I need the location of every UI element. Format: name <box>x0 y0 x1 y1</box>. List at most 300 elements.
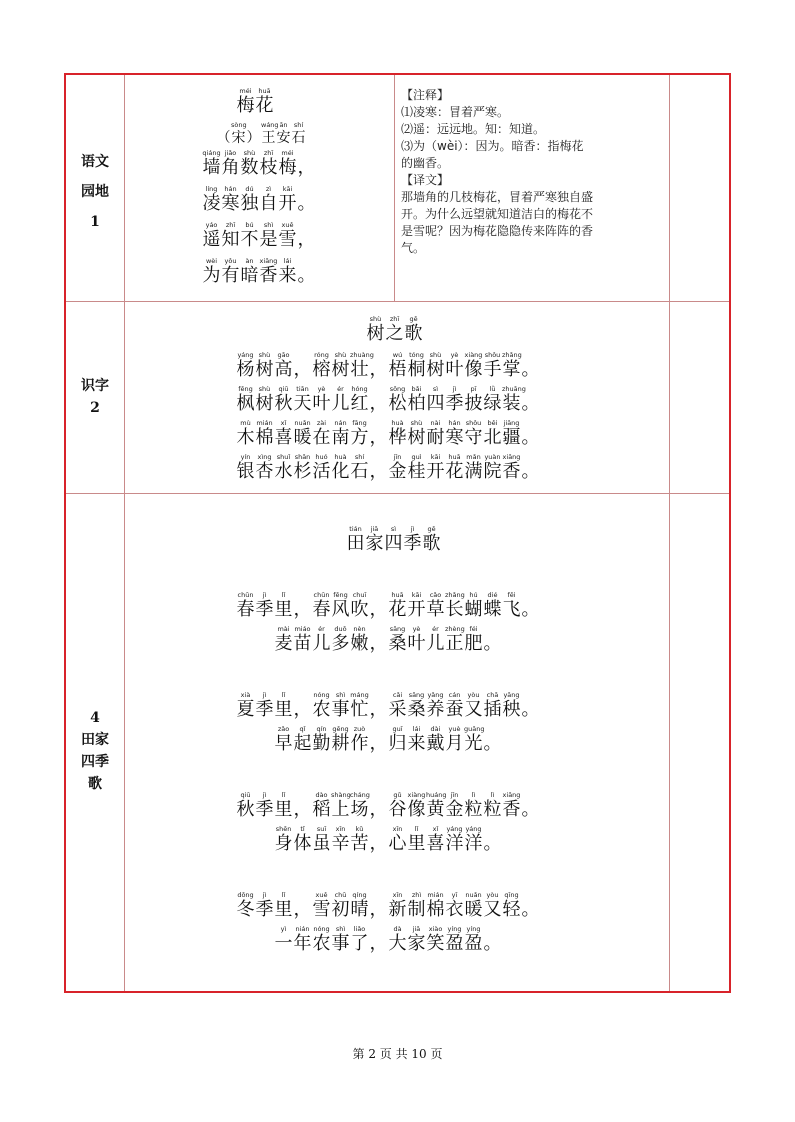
hanzi: 蚕 <box>445 699 464 720</box>
ruby-char <box>445 351 464 380</box>
pinyin: lǐ <box>281 891 286 899</box>
hanzi: 辛 <box>331 833 350 854</box>
hanzi: 柏 <box>407 393 426 414</box>
ruby-char <box>407 591 426 620</box>
pinyin: yíng <box>466 925 481 933</box>
ruby-char <box>293 891 312 920</box>
label-line: 歌 <box>88 776 102 792</box>
poem-author <box>216 121 306 147</box>
hanzi: 化 <box>331 461 350 482</box>
ruby-char <box>312 825 331 854</box>
ruby-char <box>221 185 240 214</box>
ruby-char <box>221 221 240 250</box>
pinyin: fēng <box>333 591 348 599</box>
hanzi: 多 <box>331 633 350 654</box>
hanzi: 棉 <box>255 427 274 448</box>
ruby-char <box>312 791 331 820</box>
ruby-char <box>502 385 526 414</box>
pinyin: yáng <box>446 825 463 833</box>
pinyin: xīn <box>392 891 403 899</box>
pinyin: huó <box>315 453 328 461</box>
hanzi: ， <box>297 229 316 250</box>
pinyin: yāng <box>503 691 520 699</box>
ruby-char <box>236 453 255 482</box>
hanzi: ， <box>369 799 388 820</box>
ruby-char <box>403 525 422 554</box>
ruby-char <box>331 591 350 620</box>
row-label-tianjia-siji-ge <box>66 707 124 795</box>
hanzi: ， <box>369 393 388 414</box>
pinyin: jì <box>410 525 415 533</box>
hanzi: 心 <box>388 833 407 854</box>
hanzi: 。 <box>297 193 316 214</box>
ruby-char <box>483 625 502 654</box>
hanzi: 。 <box>521 393 540 414</box>
pinyin: chūn <box>237 591 254 599</box>
hanzi: 了 <box>350 933 369 954</box>
ruby-char <box>369 891 388 920</box>
row-divider <box>66 493 729 494</box>
ruby-char <box>445 925 464 954</box>
pinyin <box>483 725 502 733</box>
hanzi: 里 <box>274 899 293 920</box>
ruby-char <box>350 791 369 820</box>
ruby-char <box>274 385 293 414</box>
hanzi: 王 <box>261 130 276 146</box>
hanzi: 花 <box>445 461 464 482</box>
ruby-char <box>293 791 312 820</box>
ruby-char <box>350 385 369 414</box>
hanzi: 场 <box>350 799 369 820</box>
hanzi: 事 <box>331 933 350 954</box>
hanzi: 歌 <box>404 323 423 344</box>
poem-line <box>274 625 502 654</box>
pinyin: xuě <box>281 221 294 229</box>
ruby-char <box>483 453 502 482</box>
ruby-char <box>350 453 369 482</box>
ruby-char <box>445 791 464 820</box>
pinyin: zhī <box>225 221 236 229</box>
pinyin <box>369 891 388 899</box>
poem-line <box>236 591 540 620</box>
hanzi: 。 <box>521 359 540 380</box>
ruby-char <box>350 351 374 380</box>
hanzi: 儿 <box>426 633 445 654</box>
ruby-char <box>236 87 255 116</box>
ruby-char <box>426 453 445 482</box>
hanzi: 角 <box>221 157 240 178</box>
hanzi: 花 <box>255 95 274 116</box>
hanzi: 枝 <box>259 157 278 178</box>
ruby-char <box>407 385 426 414</box>
pinyin <box>369 453 388 461</box>
hanzi: 养 <box>426 699 445 720</box>
ruby-char <box>236 591 255 620</box>
hanzi: 树 <box>407 427 426 448</box>
pinyin: jīn <box>450 791 459 799</box>
ruby-char <box>255 419 274 448</box>
pinyin: cháng <box>350 791 370 799</box>
pinyin: shù <box>258 351 271 359</box>
pinyin: shù <box>243 149 256 157</box>
pinyin: shù <box>258 385 271 393</box>
pinyin: gāo <box>277 351 290 359</box>
hanzi: 手 <box>483 359 502 380</box>
hanzi: 梅 <box>236 95 255 116</box>
ruby-char <box>350 591 369 620</box>
label-line: 1 <box>90 214 100 230</box>
hanzi: 喜 <box>274 427 293 448</box>
ruby-char <box>278 221 297 250</box>
hanzi: 树 <box>331 359 350 380</box>
ruby-char <box>464 385 483 414</box>
ruby-char <box>464 691 483 720</box>
hanzi: 季 <box>255 599 274 620</box>
pinyin: jì <box>262 891 267 899</box>
pinyin: chūn <box>313 591 330 599</box>
poem-line <box>236 453 540 482</box>
hanzi: 农 <box>312 933 331 954</box>
hanzi: 体 <box>293 833 312 854</box>
hanzi: 冬 <box>236 899 255 920</box>
ruby-char <box>445 419 464 448</box>
pinyin: zhī <box>263 149 274 157</box>
ruby-char <box>346 525 365 554</box>
ruby-char <box>483 351 502 380</box>
ruby-char <box>331 453 350 482</box>
pinyin <box>293 891 312 899</box>
pinyin: shì <box>335 691 346 699</box>
pinyin: lái <box>412 725 421 733</box>
hanzi: 蝶 <box>483 599 502 620</box>
column-divider <box>124 75 125 991</box>
hanzi: 守 <box>464 427 483 448</box>
pinyin: yín <box>240 453 251 461</box>
hanzi: ， <box>369 599 388 620</box>
pinyin: mǎn <box>466 453 481 461</box>
hanzi: 耐 <box>426 427 445 448</box>
pinyin: lǜ <box>489 385 496 393</box>
pinyin: běi <box>487 419 498 427</box>
ruby-char <box>350 891 369 920</box>
pinyin: yòu <box>467 691 480 699</box>
ruby-char <box>407 625 426 654</box>
note-line: 那墙角的几枝梅花，冒着严寒独自盛 <box>401 190 594 204</box>
pinyin: dú <box>245 185 254 193</box>
pinyin: xiāng <box>502 791 521 799</box>
hanzi: 苗 <box>293 633 312 654</box>
ruby-char <box>388 591 407 620</box>
ruby-char <box>255 87 274 116</box>
hanzi: 歌 <box>422 533 441 554</box>
ruby-char <box>312 385 331 414</box>
pinyin: yǒu <box>224 257 237 265</box>
pinyin: ér <box>318 625 325 633</box>
ruby-char <box>426 351 445 380</box>
ruby-char <box>331 385 350 414</box>
pinyin <box>293 691 312 699</box>
ruby-char <box>445 453 464 482</box>
ruby-char <box>259 149 278 178</box>
hanzi: 。 <box>521 427 540 448</box>
pinyin: àn <box>245 257 254 265</box>
ruby-char <box>236 891 255 920</box>
pinyin <box>369 625 388 633</box>
hanzi: 儿 <box>312 633 331 654</box>
pinyin: fāng <box>352 419 367 427</box>
ruby-char <box>221 257 240 286</box>
ruby-char <box>312 891 331 920</box>
pinyin: shān <box>294 453 311 461</box>
ruby-char <box>426 891 445 920</box>
ruby-char <box>426 419 445 448</box>
hanzi: 开 <box>278 193 297 214</box>
pinyin: xǐ <box>432 825 439 833</box>
pinyin <box>297 257 316 265</box>
ruby-char <box>385 315 404 344</box>
pinyin: wèi <box>205 257 218 265</box>
pinyin: yáng <box>465 825 482 833</box>
pinyin: yè <box>317 385 326 393</box>
ruby-char <box>483 385 502 414</box>
ruby-char <box>502 453 521 482</box>
ruby-char <box>274 351 293 380</box>
hanzi: 开 <box>426 461 445 482</box>
ruby-char <box>246 121 261 147</box>
hanzi: 杨 <box>236 359 255 380</box>
pinyin: shǒu <box>465 419 482 427</box>
ruby-char <box>331 791 350 820</box>
ruby-char <box>426 625 445 654</box>
hanzi: ， <box>369 427 388 448</box>
ruby-char <box>259 221 278 250</box>
hanzi: 杉 <box>293 461 312 482</box>
pinyin: tǐ <box>300 825 305 833</box>
hanzi: 轻 <box>502 899 521 920</box>
ruby-char <box>388 791 407 820</box>
ruby-char <box>388 691 407 720</box>
hanzi: 石 <box>291 130 306 146</box>
hanzi: 雪 <box>278 229 297 250</box>
hanzi: 季 <box>255 699 274 720</box>
row-label-shizi <box>66 375 124 419</box>
ruby-char <box>369 419 388 448</box>
ruby-char <box>369 825 388 854</box>
hanzi: 凌 <box>202 193 221 214</box>
hanzi: 笑 <box>426 933 445 954</box>
hanzi: 花 <box>388 599 407 620</box>
ruby-char <box>426 591 445 620</box>
ruby-char <box>464 591 483 620</box>
pinyin: lái <box>283 257 292 265</box>
pinyin: shù <box>334 351 347 359</box>
ruby-char <box>388 725 407 754</box>
hanzi: 插 <box>483 699 502 720</box>
ruby-char <box>274 453 293 482</box>
row-label-yuwen-yuandi <box>66 151 124 233</box>
ruby-char <box>312 419 331 448</box>
ruby-char <box>388 825 407 854</box>
hanzi: 像 <box>464 359 483 380</box>
pinyin: yǎng <box>427 691 444 699</box>
hanzi: 虽 <box>312 833 331 854</box>
poem-title <box>346 525 441 554</box>
ruby-char <box>445 625 464 654</box>
hanzi: 。 <box>521 599 540 620</box>
pinyin <box>297 185 316 193</box>
poem-line <box>202 257 316 286</box>
ruby-char <box>293 351 312 380</box>
ruby-char <box>483 925 502 954</box>
hanzi: 衣 <box>445 899 464 920</box>
ruby-char <box>312 453 331 482</box>
hanzi: 洋 <box>445 833 464 854</box>
hanzi: 盈 <box>464 933 483 954</box>
ruby-char <box>407 891 426 920</box>
ruby-char <box>521 791 540 820</box>
pinyin: dà <box>393 925 402 933</box>
hanzi: ， <box>369 359 388 380</box>
hanzi: 寒 <box>221 193 240 214</box>
pinyin: suī <box>316 825 327 833</box>
hanzi: 季 <box>255 899 274 920</box>
hanzi: 苦 <box>350 833 369 854</box>
pinyin: qīng <box>504 891 519 899</box>
hanzi: 是 <box>259 229 278 250</box>
pinyin: yī <box>451 891 458 899</box>
ruby-char <box>259 257 278 286</box>
hanzi: 制 <box>407 899 426 920</box>
pinyin: duō <box>334 625 347 633</box>
pinyin: ān <box>279 121 288 129</box>
hanzi: 寒 <box>445 427 464 448</box>
hanzi: 。 <box>297 265 316 286</box>
hanzi: 新 <box>388 899 407 920</box>
pinyin: mù <box>240 419 251 427</box>
poem-title <box>366 315 423 344</box>
hanzi: 风 <box>331 599 350 620</box>
ruby-char <box>278 185 297 214</box>
ruby-char <box>331 625 350 654</box>
pinyin: jiǎo <box>224 149 237 157</box>
hanzi: 黄 <box>426 799 445 820</box>
ruby-char <box>291 121 306 147</box>
hanzi: 盈 <box>445 933 464 954</box>
hanzi: 长 <box>445 599 464 620</box>
pinyin: bǎi <box>411 385 422 393</box>
ruby-char <box>331 825 350 854</box>
ruby-char <box>261 121 279 147</box>
pinyin: liǎo <box>353 925 366 933</box>
hanzi: 自 <box>259 193 278 214</box>
pinyin: shù <box>369 315 382 323</box>
hanzi: 里 <box>274 599 293 620</box>
pinyin: fēng <box>238 385 253 393</box>
ruby-char <box>331 419 350 448</box>
hanzi: 梅 <box>278 157 297 178</box>
pinyin: hán <box>448 419 461 427</box>
poem-line <box>202 185 316 214</box>
note-line: ⑶为（wèi）：因为。暗香：指梅花 <box>401 139 584 153</box>
pinyin: chū <box>334 891 347 899</box>
ruby-char <box>293 725 312 754</box>
hanzi: ， <box>297 157 316 178</box>
pinyin <box>369 725 388 733</box>
hanzi: 来 <box>278 265 297 286</box>
hanzi: 起 <box>293 733 312 754</box>
pinyin: bú <box>245 221 254 229</box>
pinyin: yuè <box>448 725 461 733</box>
pinyin <box>369 925 388 933</box>
pinyin: kǔ <box>355 825 364 833</box>
ruby-char <box>388 925 407 954</box>
hanzi: 树 <box>366 323 385 344</box>
pinyin: kāi <box>411 591 422 599</box>
ruby-char <box>240 185 259 214</box>
ruby-char <box>293 453 312 482</box>
pinyin: mián <box>427 891 444 899</box>
hanzi: 宋 <box>231 130 246 146</box>
pinyin: méi <box>281 149 294 157</box>
ruby-char <box>255 791 274 820</box>
ruby-char <box>521 891 540 920</box>
poem-line <box>274 925 502 954</box>
ruby-char <box>293 419 312 448</box>
hanzi: 北 <box>483 427 502 448</box>
pinyin: sōng <box>389 385 406 393</box>
hanzi: ， <box>369 699 388 720</box>
pinyin: huā <box>448 453 461 461</box>
row-divider <box>66 301 729 302</box>
pinyin: nóng <box>313 925 330 933</box>
hanzi: 暖 <box>293 427 312 448</box>
ruby-char <box>483 691 502 720</box>
pinyin: nóng <box>313 691 330 699</box>
pinyin: tián <box>349 525 362 533</box>
hanzi: 里 <box>274 799 293 820</box>
pinyin: méi <box>239 87 252 95</box>
hanzi: 勤 <box>312 733 331 754</box>
ruby-char <box>297 257 316 286</box>
ruby-char <box>312 351 331 380</box>
hanzi: 四 <box>384 533 403 554</box>
ruby-char <box>274 725 293 754</box>
ruby-char <box>426 791 445 820</box>
pinyin: nài <box>430 419 441 427</box>
pinyin: mián <box>256 419 273 427</box>
hanzi: 不 <box>240 229 259 250</box>
pinyin <box>521 691 540 699</box>
pinyin: gēng <box>332 725 349 733</box>
hanzi: 初 <box>331 899 350 920</box>
pinyin: jīn <box>393 453 402 461</box>
ruby-char <box>255 891 274 920</box>
ruby-char <box>350 825 369 854</box>
ruby-char <box>483 725 502 754</box>
ruby-char <box>483 791 502 820</box>
pinyin <box>369 419 388 427</box>
label-line: 4 <box>90 710 100 726</box>
pinyin <box>216 121 231 129</box>
ruby-char <box>502 691 521 720</box>
pinyin: guī <box>392 725 403 733</box>
pinyin: zhī <box>389 315 400 323</box>
hanzi: 棉 <box>426 899 445 920</box>
ruby-char <box>407 351 426 380</box>
hanzi: 桐 <box>407 359 426 380</box>
hanzi: 事 <box>331 699 350 720</box>
pinyin: shēn <box>275 825 292 833</box>
